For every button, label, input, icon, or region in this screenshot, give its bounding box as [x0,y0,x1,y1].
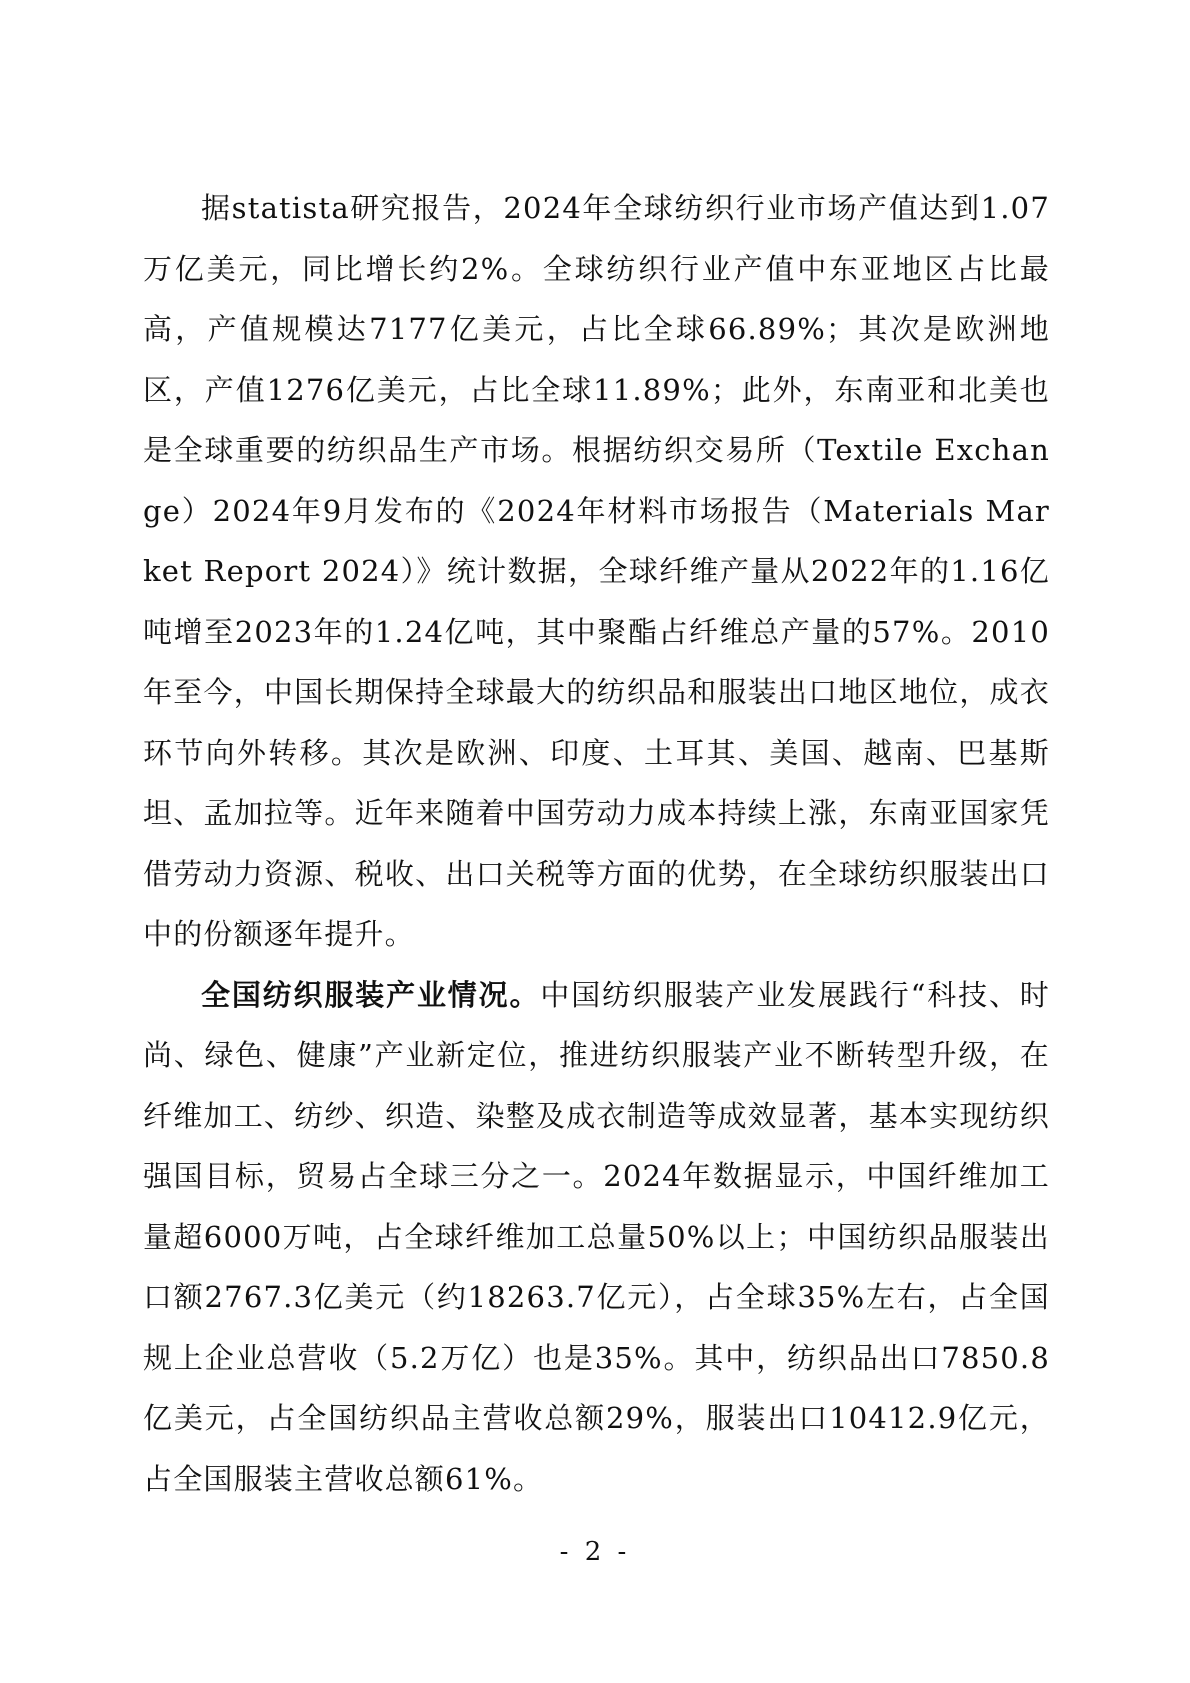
paragraph-text: 中国纺织服装产业发展践行“科技、时尚、绿色、健康”产业新定位，推进纺织服装产业不断转型升级，在纤维加工、纺纱、织造、染整及成衣制造等成效显著，基本实现纺织强国目标，贸易占全球三分之一。2024年数据显示，中国纤维加工量超6000万吨，占全球纤维加工总量50%以上；中国纺织品服装出口额2767.3亿美元（约18263.7亿元），占全球35%左右，占全国规上企业总营收（5.2万亿）也是35%。其中，纺织品出口7850.8亿美元，占全国纺织品主营收总额29%，服装出口10412.9亿元，占全国服装主营收总额61%。 [143,977,1050,1496]
document-body [143,178,1050,1509]
paragraph-national-textile-industry [143,965,1050,1510]
paragraph-lead: 全国纺织服装产业情况。 [201,977,541,1012]
paragraph-global-textile-market [143,178,1050,965]
page-number: - 2 - [559,1537,631,1567]
paragraph-text: 据statista研究报告，2024年全球纺织行业市场产值达到1.07万亿美元，同比增长约2%。全球纺织行业产值中东亚地区占比最高，产值规模达7177亿美元，占比全球66.89%；其次是欧洲地区，产值1276亿美元，占比全球11.89%；此外，东南亚和北美也是全球重要的纺织品生产市场。根据纺织交易所（Textile Exchange）2024年9月发布的《2024年材料市场报告（Materials Market Report 2024）》统计数据，全球纤维产量从2022年的1.16亿吨增至2023年的1.24亿吨，其中聚酯占纤维总产量的57%。2010年至今，中国长期保持全球最大的纺织品和服装出口地区地位，成衣环节向外转移。其次是欧洲、印度、土耳其、美国、越南、巴基斯坦、孟加拉等。近年来随着中国劳动力成本持续上涨，东南亚国家凭借劳动力资源、税收、出口关税等方面的优势，在全球纺织服装出口中的份额逐年提升。 [143,191,1050,951]
